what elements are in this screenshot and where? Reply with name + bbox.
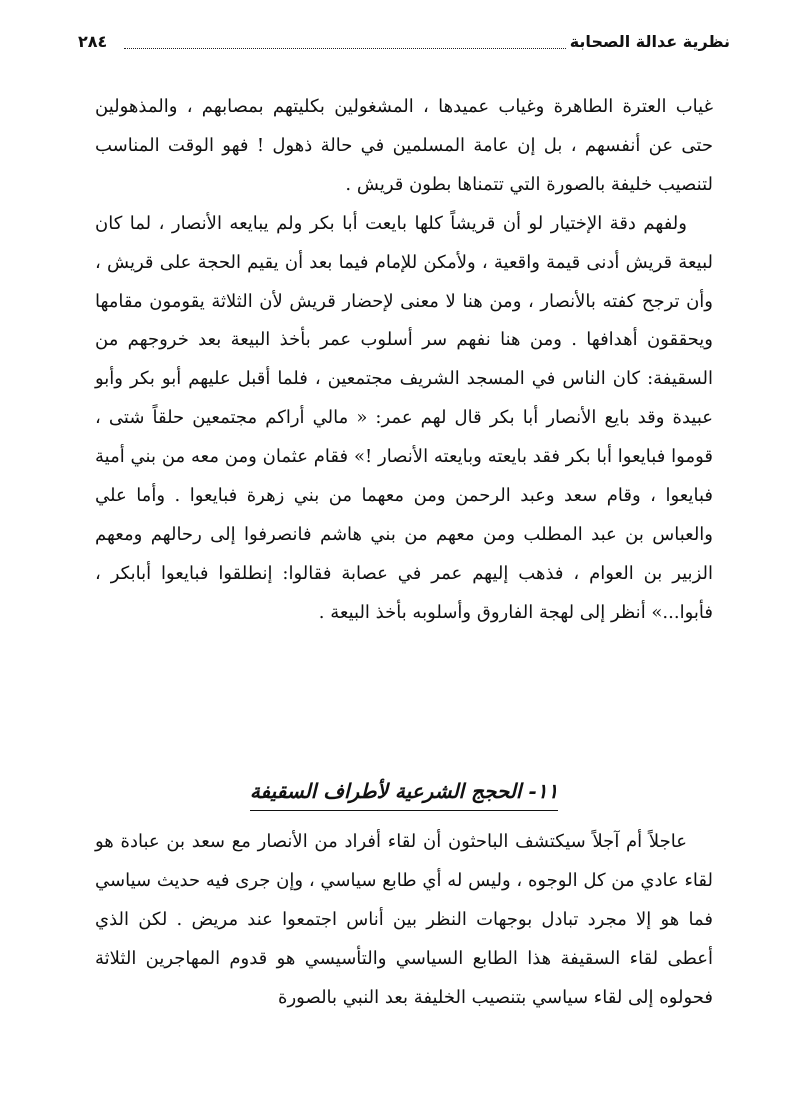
paragraph: ولفهم دقة الإختيار لو أن قريشاً كلها بايعت أبا بكر ولم يبايعه الأنصار ، لما كان لبيعة قريش أدنى قيمة واقعية ، ولأمكن للإمام فيما بعد أن يقيم الحجة على قريش ، وأن ترجح كفته بالأنصار ، ومن هنا لا معنى لإحضار قريش لأن الثلاثة يقومون مقامها ويحققون أهدافها . ومن هنا نفهم سر أسلوب عمر بأخذ البيعة بعد خروجهم من السقيفة: كان الناس في المسجد الشريف مجتمعين ، فلما أقبل عليهم أبو بكر وأبو عبيدة وقد بايع الأنصار أبا بكر قال لهم عمر: « مالي أراكم مجتمعين حلقاً شتى ، قوموا فبايعوا أبا بكر فقد بايعته وبايعته الأنصار !» فقام عثمان ومن معه من بني أمية فبايعوا ، وقام سعد وعبد الرحمن ومن معهما من بني زهرة فبايعوا . وأما علي والعباس بن عبد المطلب ومن معهم من بني هاشم فانصرفوا إلى رحالهم ومعهم الزبير بن العوام ، فذهب إليهم عمر في عصابة فقالوا: إنطلقوا فبايعوا أبابكر ، فأبوا...» أنظر إلى لهجة الفاروق وأسلوبه بأخذ البيعة . [95, 212, 713, 623]
page-number: ٢٨٤ [78, 32, 111, 51]
header-title: نظرية عدالة الصحابة [566, 32, 730, 51]
section-heading-text: ١١- الحجج الشرعية لأطراف السقيفة [250, 775, 558, 811]
header-dotted-rule [124, 48, 590, 49]
section-text [95, 822, 713, 1017]
running-header [78, 30, 730, 60]
paragraph: عاجلاً أم آجلاً سيكتشف الباحثون أن لقاء أفراد من الأنصار مع سعد بن عبادة هو لقاء عادي من كل الوجوه ، وليس له أي طابع سياسي ، وإن جرى فيه حديث سياسي فما هو إلا مجرد تبادل بوجهات النظر بين أناس اجتمعوا عند مريض . لكن الذي أعطى لقاء السقيفة هذا الطابع السياسي والتأسيسي هو قدوم المهاجرين الثلاثة فحولوه إلى لقاء سياسي بتنصيب الخليفة بعد النبي بالصورة [95, 831, 713, 1008]
section-heading [95, 775, 713, 811]
main-text [95, 88, 713, 633]
paragraph: غياب العترة الطاهرة وغياب عميدها ، المشغولين بكليتهم بمصابهم ، والمذهولين حتى عن أنفسهم ، بل إن عامة المسلمين في حالة ذهول ! فهو الوقت المناسب لتنصيب خليفة بالصورة التي تتمناها بطون قريش . [95, 96, 713, 195]
